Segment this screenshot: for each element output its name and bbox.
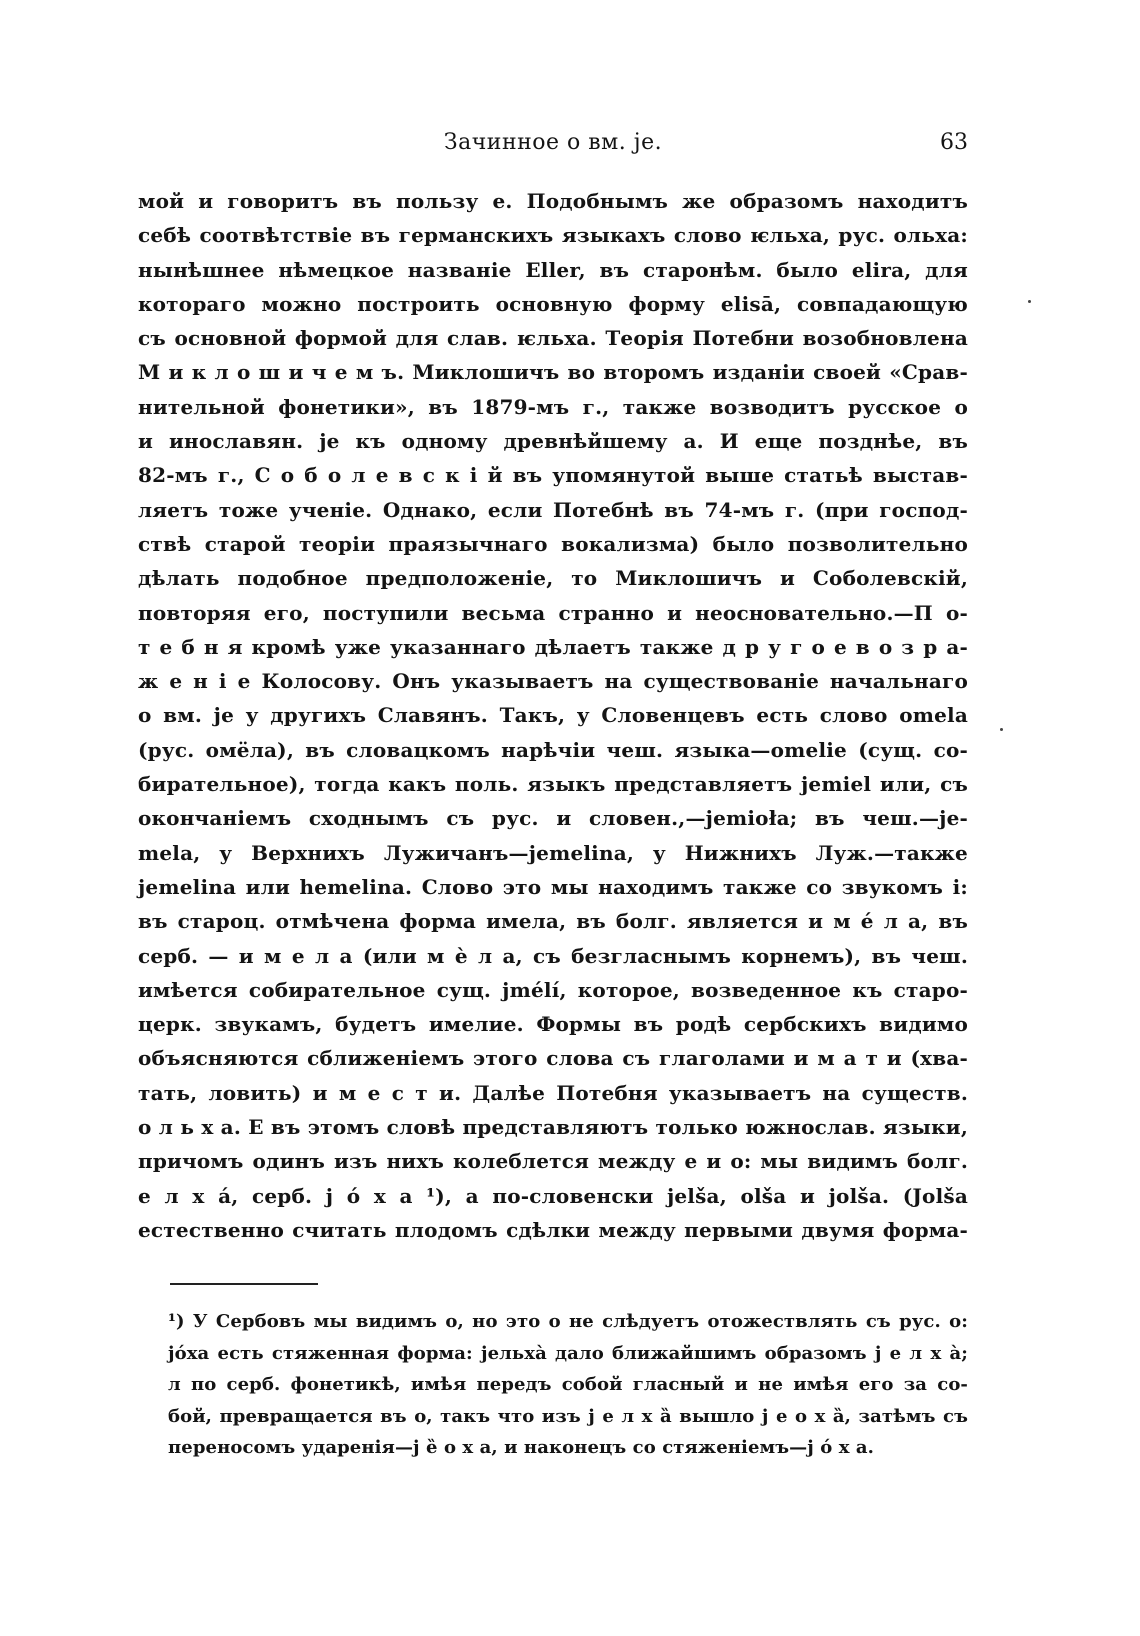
text-line: имѣется собирательное сущ. jmélí, которое, возведенное къ старо-: [138, 977, 968, 1002]
text-line: е л х á, серб. j ó х а ¹), а по-словенски jelša, olša и jolša. (Jolša: [138, 1183, 968, 1208]
text-line: и инославян. je къ одному древнѣйшему a. И еще позднѣе, въ: [138, 429, 968, 454]
text-line: ляетъ тоже ученіе. Однако, если Потебнѣ въ 74-мъ г. (при господ-: [138, 497, 968, 522]
text-line: серб. — и м е л а (или м ѐ л а, съ безгласнымъ корнемъ), въ чеш.: [138, 943, 968, 968]
text-line: mela, у Верхнихъ Лужичанъ—jemelina, у Нижнихъ Луж.—также: [138, 840, 968, 865]
text-line: бирательное), тогда какъ поль. языкъ представляетъ jemiel или, съ: [138, 772, 968, 797]
text-line: 82-мъ г., С о б о л е в с к і й въ упомянутой выше статьѣ выстав-: [138, 463, 968, 488]
text-line: себѣ соотвѣтствіе въ германскихъ языкахъ слово ѥльха, рус. ольха:: [138, 223, 968, 248]
scan-speck: [1000, 728, 1003, 731]
text-line: объясняются сближеніемъ этого слова съ глаголами и м а т и (хва-: [138, 1046, 968, 1071]
text-line: въ староц. отмѣчена форма имела, въ болг. является и м é л а, въ: [138, 909, 968, 934]
text-line: естественно считать плодомъ сдѣлки между первыми двумя форма-: [138, 1217, 968, 1242]
footnote-line: переносомъ ударенія—j е̏ о х а, и наконецъ со стяженіемъ—j ó х а.: [168, 1437, 875, 1458]
text-line: o вм. je у другихъ Славянъ. Такъ, у Словенцевъ есть слово omela: [138, 703, 968, 728]
text-line: повторяя его, поступили весьма странно и неосновательно.—П о-: [138, 600, 968, 625]
footnote-line: jóха есть стяженная форма: jельха̀ дало ближайшимъ образомъ j е л х а̀;: [168, 1342, 968, 1364]
text-line: тать, ловить) и м е с т и. Далѣе Потебня указываетъ на существ.: [138, 1080, 968, 1105]
running-title: Зачинное o вм. je.: [443, 130, 663, 155]
text-line: мой и говоритъ въ пользу e. Подобнымъ же образомъ находитъ: [138, 189, 968, 213]
text-line: ствѣ старой теоріи праязычнаго вокализма) было позволительно: [138, 531, 968, 556]
footnote-line: ¹) У Сербовъ мы видимъ o, но это o не слѣдуетъ отожествлять съ рус. o:: [168, 1311, 968, 1332]
scan-speck: [1028, 300, 1031, 303]
footnote-separator: [170, 1283, 318, 1285]
text-line: причомъ одинъ изъ нихъ колеблется между e и o: мы видимъ болг.: [138, 1149, 968, 1174]
text-line: нынѣшнее нѣмецкое названіе Eller, въ старонѣм. было elira, для: [138, 257, 968, 282]
text-line: нительной фонетики», въ 1879-мъ г., также возводитъ русское o: [138, 394, 968, 419]
footnote-line: бой, превращается въ o, такъ что изъ j е л х а̏ вышло j е о х а̏, затѣмъ съ: [168, 1405, 968, 1427]
text-line: jemelina или hemelina. Слово это мы находимъ также со звукомъ i:: [138, 874, 968, 899]
text-line: ж е н і е Колосову. Онъ указываетъ на существованіе начальнаго: [138, 669, 968, 694]
text-line: церк. звукамъ, будетъ имелие. Формы въ родѣ сербскихъ видимо: [138, 1012, 968, 1037]
text-line: М и к л о ш и ч е м ъ. Миклошичъ во второмъ изданіи своей «Срав-: [138, 360, 968, 385]
footnote-line: л по серб. фонетикѣ, имѣя передъ собой гласный и не имѣя его за со-: [168, 1374, 968, 1395]
page-header: [138, 130, 968, 164]
text-line: съ основной формой для слав. ѥльха. Теорія Потебни возобновлена: [138, 326, 968, 351]
text-line: окончаніемъ сходнымъ съ рус. и словен.,—jemioła; въ чеш.—je-: [138, 806, 968, 831]
footnote: [168, 1306, 968, 1464]
text-line: т е б н я кромѣ уже указаннаго дѣлаетъ также д р у г о е в о з р а-: [138, 634, 968, 659]
text-line: о л ь х а. E въ этомъ словѣ представляютъ только южнослав. языки,: [138, 1115, 968, 1140]
text-line: котораго можно построить основную форму elisā, совпадающую: [138, 291, 968, 316]
main-text: [138, 184, 968, 1247]
text-line: (рус. омёла), въ словацкомъ нарѣчіи чеш. языка—omelie (сущ. со-: [138, 737, 968, 762]
text-line: дѣлать подобное предположеніе, то Миклошичъ и Соболевскій,: [138, 566, 968, 591]
page-number: 63: [940, 130, 968, 155]
